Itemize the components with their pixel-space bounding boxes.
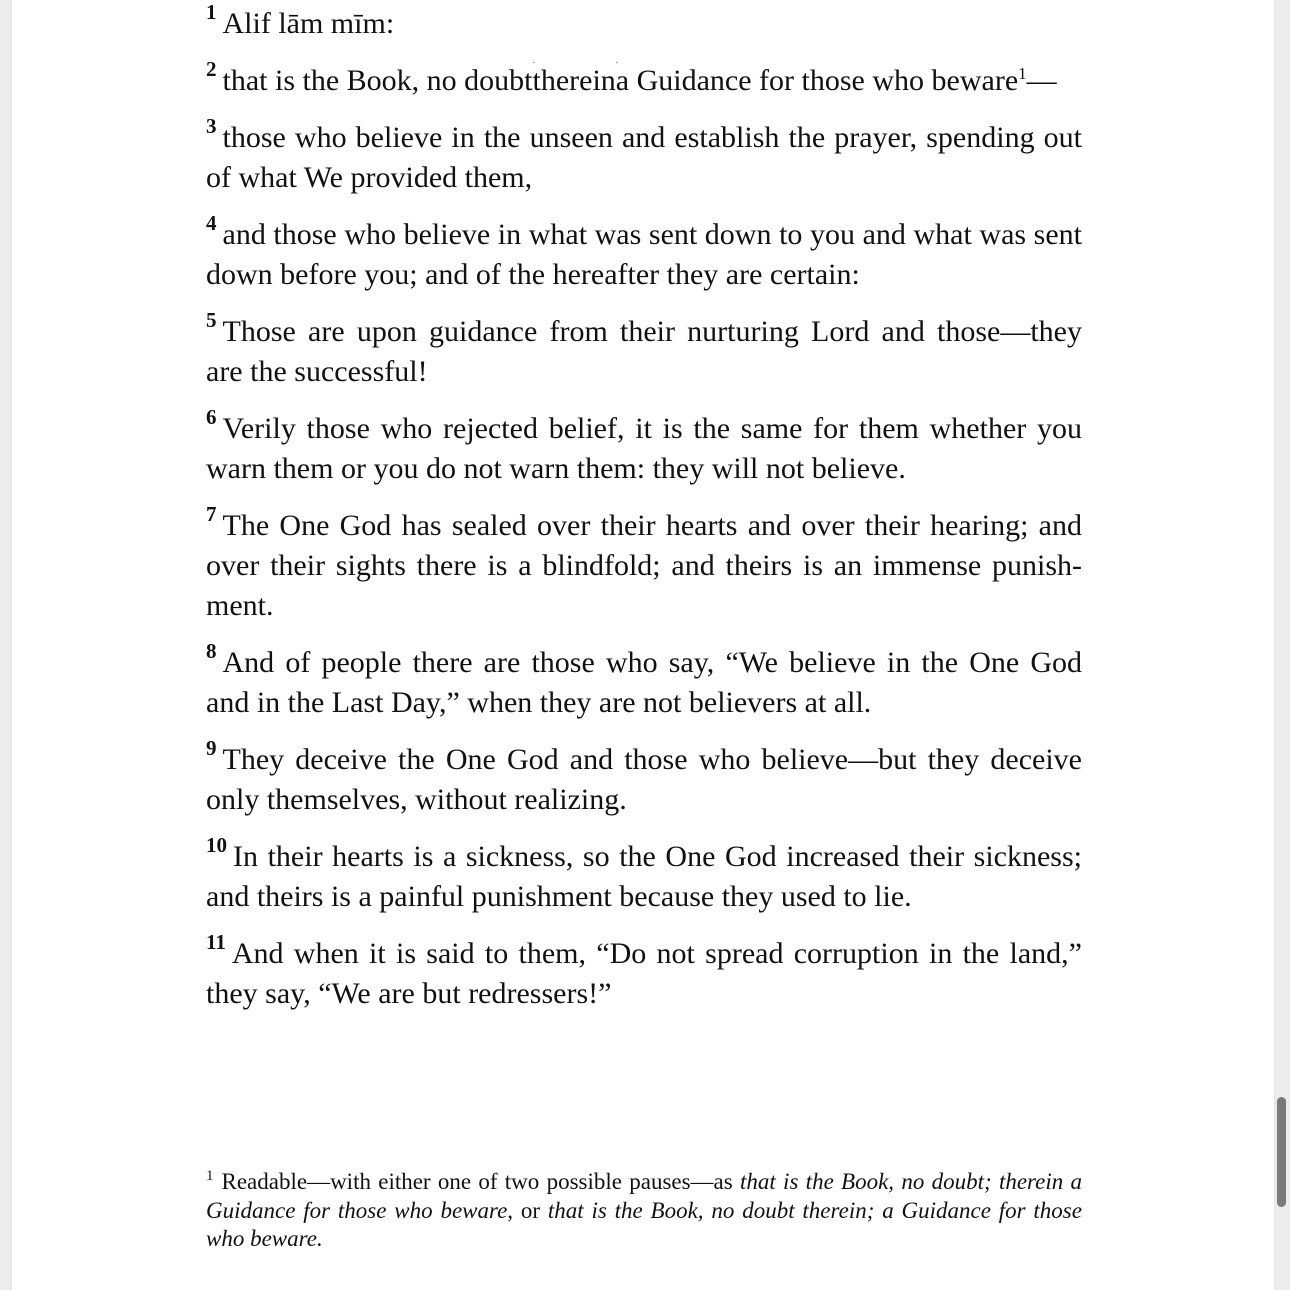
verse-4 bbox=[206, 211, 1082, 295]
verse-number: 8 bbox=[206, 639, 217, 663]
document-page bbox=[12, 0, 1274, 1290]
verse-text: therein bbox=[532, 64, 616, 97]
footnote bbox=[206, 1168, 1082, 1254]
footnote-joiner: , or bbox=[507, 1197, 541, 1223]
verse-text: — bbox=[1026, 64, 1057, 97]
footnote-reading-1: that is the Book, no doubt; therein a Guidance for those who beware bbox=[206, 1169, 1083, 1223]
verse-number: 2 bbox=[206, 57, 217, 81]
verse-text: Those are upon guidance from their nurturing Lord and those—they are the successful! bbox=[206, 315, 1082, 388]
verse-text: Alif lām mīm: bbox=[222, 7, 395, 40]
verse-text: And of people there are those who say, “We believe in the One God and in the Last Day,” when they are not believers at all. bbox=[206, 646, 1082, 719]
verse-text: those who believe in the unseen and establish the prayer, spending out of what We provided them, bbox=[206, 121, 1082, 194]
verse-text: Verily those who rejected belief, it is the same for them whether you warn them or you do not warn them: they will not believe. bbox=[206, 412, 1082, 485]
verse-number: 5 bbox=[206, 308, 217, 332]
verse-9 bbox=[206, 736, 1082, 820]
verse-text: and those who believe in what was sent down to you and what was sent down before you; and of the hereafter they are certain: bbox=[206, 218, 1082, 291]
verse-text: The One God has sealed over their hearts and over their hearing; and over their sights there is a blindfold; and theirs is an immense punishment. bbox=[206, 509, 1082, 622]
verse-text: In their hearts is a sickness, so the One God increased their sickness; and theirs is a painful punishment because they used to lie. bbox=[206, 840, 1082, 913]
vertical-scrollbar[interactable] bbox=[1274, 0, 1290, 1290]
verse-number: 9 bbox=[206, 736, 217, 760]
verse-text: They deceive the One God and those who believe—but they deceive only themselves, without realizing. bbox=[206, 743, 1082, 816]
scrollbar-thumb[interactable] bbox=[1277, 1097, 1286, 1207]
verse-10 bbox=[206, 833, 1082, 917]
verse-text: a Guidance for those who beware bbox=[615, 64, 1019, 97]
verse-8 bbox=[206, 639, 1082, 723]
footnote-reading-2: that is the Book, no doubt therein; a Guidance for those who beware. bbox=[206, 1197, 1082, 1251]
verse-text: And when it is said to them, “Do not spread corruption in the land,” they say, “We are but redressers!” bbox=[206, 937, 1082, 1010]
verse-11 bbox=[206, 930, 1082, 1014]
verse-number: 3 bbox=[206, 114, 217, 138]
verses-list bbox=[206, 0, 1082, 1031]
verse-number: 4 bbox=[206, 211, 217, 235]
verse-3 bbox=[206, 114, 1082, 198]
verse-1 bbox=[206, 0, 1082, 44]
verse-5 bbox=[206, 308, 1082, 392]
verse-text: that is the Book, no doubt bbox=[222, 64, 533, 97]
verse-number: 1 bbox=[206, 0, 217, 24]
verse-number: 6 bbox=[206, 405, 217, 429]
verse-number: 11 bbox=[206, 930, 226, 954]
footnote-mark: 1 bbox=[206, 1168, 214, 1184]
footnote-reference-link[interactable]: 1 bbox=[1018, 64, 1027, 83]
footnote-lead: Readable—with either one of two possible pauses—as bbox=[221, 1169, 733, 1194]
verse-7 bbox=[206, 502, 1082, 626]
verse-number: 7 bbox=[206, 502, 217, 526]
verse-2 bbox=[206, 57, 1082, 101]
verse-number: 10 bbox=[206, 833, 227, 857]
verse-6 bbox=[206, 405, 1082, 489]
